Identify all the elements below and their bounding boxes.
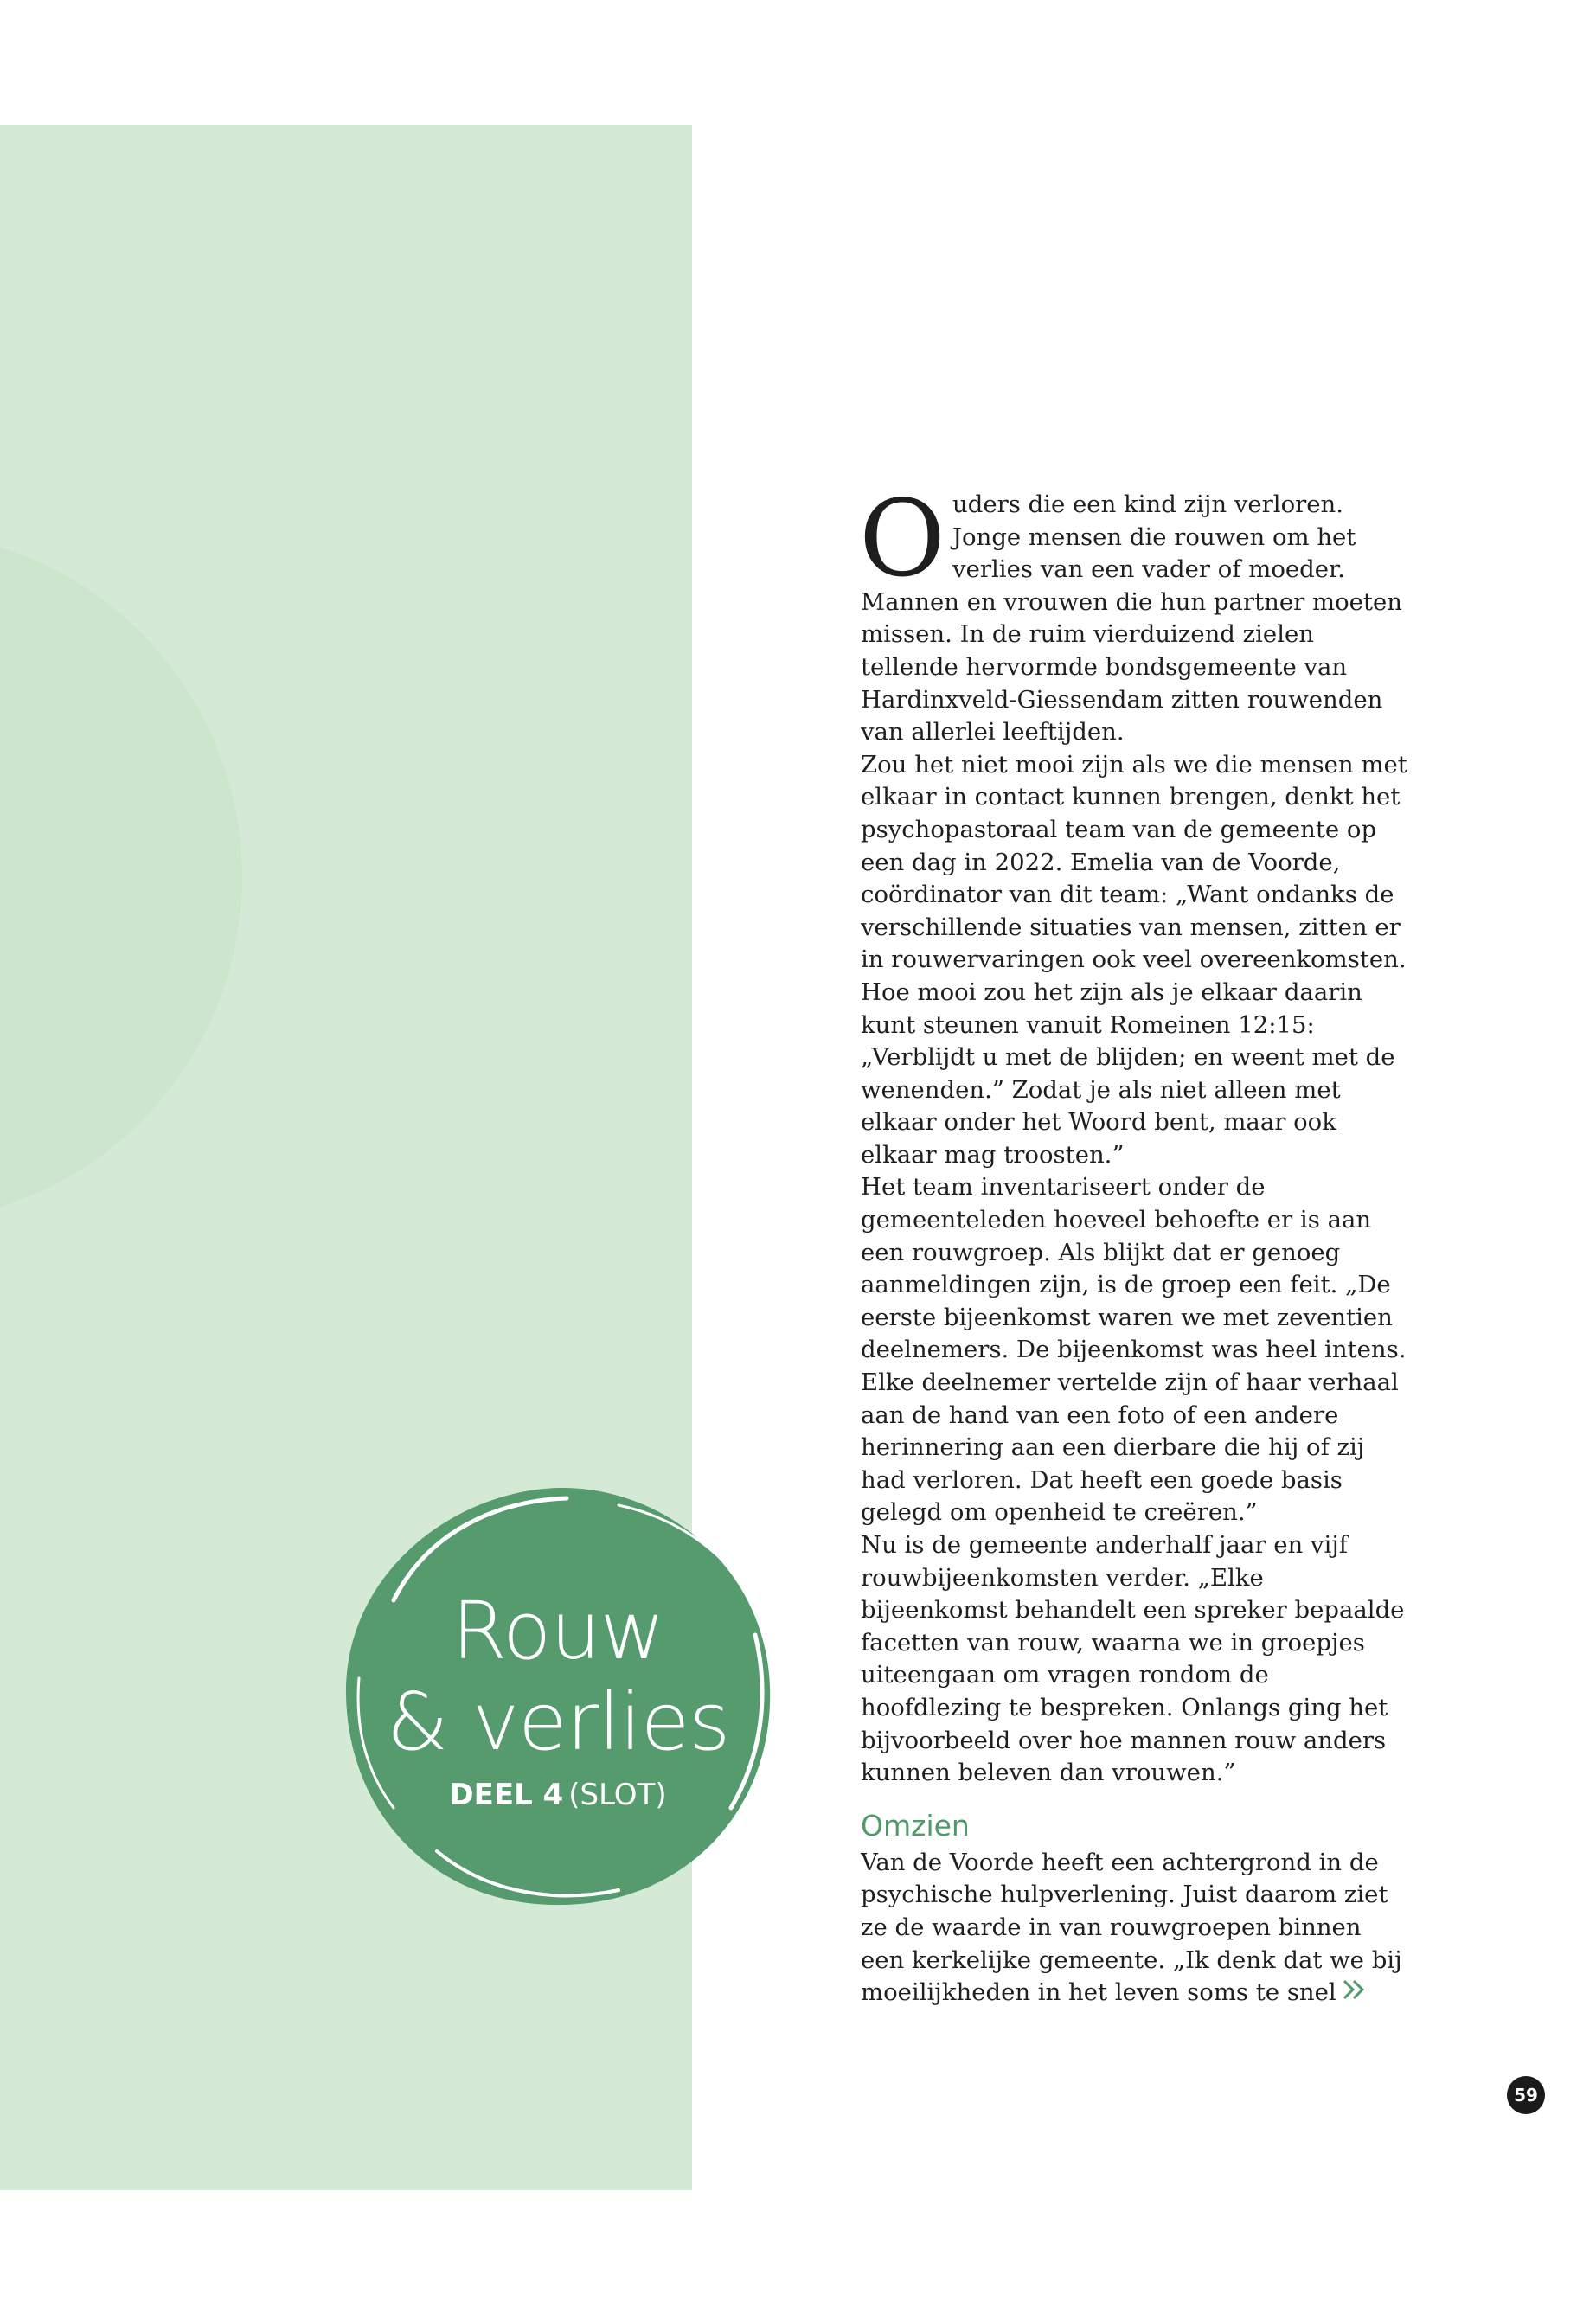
paragraph-text: Van de Voorde heeft een achtergrond in de psychische hulpverlening. Juist daarom ziet ze de waarde in van rouwgroepen binnen een kerkelijke gemeente. „Ik denk dat we bij moeilijkheden in het leven soms te snel	[861, 1848, 1402, 2007]
article-paragraph-3: Het team inventariseert onder de gemeenteleden hoeveel behoefte er is aan een rouwgroep. Als blijkt dat er genoeg aanmeldingen zijn, is de groep een feit. „De eerste bijeenkomst waren we met zeventien deelnemers. De bijeenkomst was heel intens. Elke deelnemer vertelde zijn of haar verhaal aan de hand van een foto of een andere herinnering aan een dierbare die hij of zij had verloren. Dat heeft een goede basis gelegd om openheid te creëren.”	[861, 1173, 1407, 1527]
drop-cap: O	[859, 478, 946, 600]
paragraph-text: uders die een kind zijn verloren. Jonge mensen die rouwen om het verlies van een vader of moeder. Mannen en vrouwen die hun partner moeten missen. In de ruim vierduizend zielen tellende hervormde bondsgemeente van Hardinxveld-Giessendam zitten rouwenden van allerlei leeftijden.	[861, 490, 1402, 747]
double-chevron-right-icon	[1342, 1977, 1368, 2010]
badge-title-verlies: & verlies	[386, 1676, 730, 1768]
badge-series-part	[333, 1780, 783, 1810]
badge-title-rouw: Rouw	[452, 1585, 664, 1677]
series-badge	[333, 1471, 783, 1920]
badge-part-number: DEEL 4	[449, 1778, 564, 1812]
page-number: 59	[1507, 2076, 1545, 2114]
decorative-circle	[0, 531, 242, 1223]
article-paragraph-5	[861, 1847, 1410, 2010]
article-paragraph-2: Zou het niet mooi zijn als we die mensen met elkaar in contact kunnen brengen, denkt het psychopastoraal team van de gemeente op een dag in 2022. Emelia van de Voorde, coördinator van dit team: „Want ondanks de verschillende situaties van mensen, zitten er in rouwervaringen ook veel overeenkomsten. Hoe mooi zou het zijn als je elkaar daarin kunt steunen vanuit Romeinen 12:15: „Verblijdt u met de blijden; en weent met de wenenden.” Zodat je als niet alleen met elkaar onder het Woord bent, maar ook elkaar mag troosten.”	[861, 750, 1407, 1169]
article-body	[859, 478, 1410, 2009]
article-paragraph-1	[859, 478, 1410, 749]
article-paragraph-4: Nu is de gemeente anderhalf jaar en vijf rouwbijeenkomsten verder. „Elke bijeenkomst behandelt een spreker bepaalde facetten van rouw, waarna we in groepjes uiteengaan om vragen rondom de hoofdlezing te bespreken. Onlangs ging het bijvoorbeeld over hoe mannen rouw anders kunnen beleven dan vrouwen.”	[861, 1531, 1405, 1787]
section-subheading: Omzien	[861, 1808, 970, 1843]
badge-part-note: (SLOT)	[568, 1778, 667, 1812]
